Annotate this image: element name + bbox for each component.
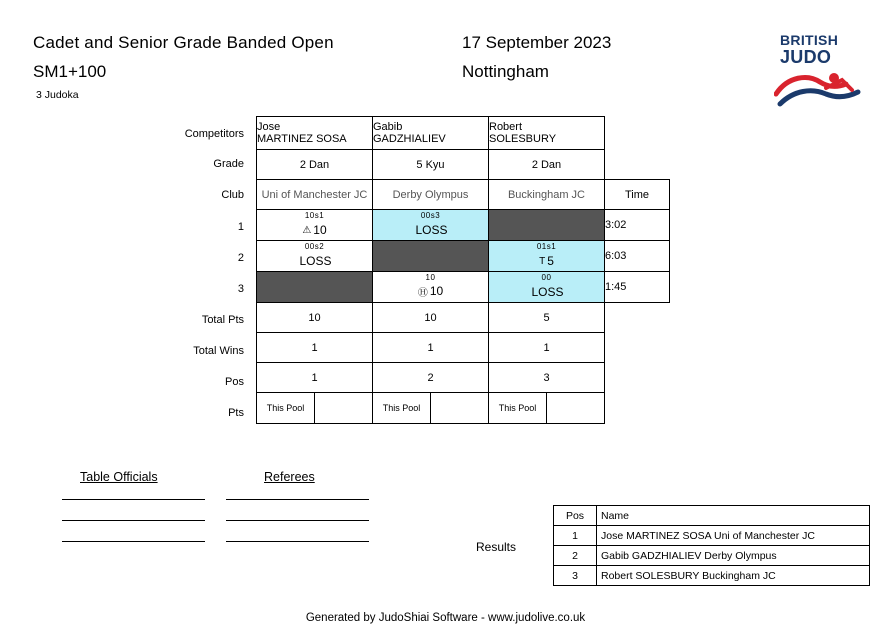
pool-row-labels: [120, 116, 250, 436]
total-wins-1: 1: [257, 333, 373, 363]
row-competitors: [257, 117, 670, 150]
total-pts-2: 10: [373, 303, 489, 333]
pts-pool-label-3: This Pool: [489, 393, 547, 423]
match-cell-2-1[interactable]: [257, 241, 373, 272]
spacer-cell-competitors: [605, 117, 670, 150]
match-row-3: [257, 272, 670, 303]
label-club: Club: [221, 189, 244, 201]
label-pts: Pts: [228, 407, 244, 419]
pts-pool-label-1: This Pool: [257, 393, 315, 423]
pos-1: 1: [257, 363, 373, 393]
match-score-1-2: LOSS: [415, 223, 448, 237]
pts-cell-3: [489, 393, 605, 424]
club-cell-1: Uni of Manchester JC: [257, 180, 373, 210]
pool-table: [256, 116, 670, 424]
table-officials-line-2: [62, 520, 205, 521]
match-score-code-3-2: 10: [425, 273, 436, 282]
table-row: [554, 546, 870, 566]
spacer-cell-total-wins: [605, 333, 670, 363]
event-date: 17 September 2023: [462, 33, 612, 52]
match-time-1: 3:02: [605, 210, 670, 241]
competitor-last-name-1: MARTINEZ SOSA: [257, 133, 347, 145]
british-judo-logo: [770, 28, 865, 113]
spacer-cell-pos: [605, 363, 670, 393]
pts-cell-1: [257, 393, 373, 424]
hansokumake-icon-3-2: Ⓗ: [417, 288, 428, 299]
results-header-name: Name: [597, 506, 870, 526]
row-total-pts: [257, 303, 670, 333]
match-time-3: 1:45: [605, 272, 670, 303]
label-pos: Pos: [225, 376, 244, 388]
match-score-3-3: LOSS: [531, 285, 564, 299]
label-total-wins: Total Wins: [193, 345, 244, 357]
table-officials-label: Table Officials: [80, 470, 158, 484]
pos-3: 3: [489, 363, 605, 393]
results-pos-2: 2: [554, 546, 597, 566]
logo-text-british: BRITISH: [780, 32, 839, 48]
pos-2: 2: [373, 363, 489, 393]
results-header-pos: Pos: [554, 506, 597, 526]
club-cell-2: Derby Olympus: [373, 180, 489, 210]
match-score-code-2-1: 00s2: [304, 242, 325, 251]
results-name-3: Robert SOLESBURY Buckingham JC: [597, 566, 870, 586]
row-club: [257, 180, 670, 210]
match-result-3-3: [489, 285, 604, 299]
match-score-code-1-1: 10s1: [304, 211, 325, 220]
spacer-cell-pts: [605, 393, 670, 424]
match-score-2-1: LOSS: [299, 254, 332, 268]
results-header-row: [554, 506, 870, 526]
match-result-1-1: [257, 223, 372, 237]
match-cell-3-2[interactable]: [373, 272, 489, 303]
match-result-2-1: [257, 254, 372, 268]
row-total-wins: [257, 333, 670, 363]
time-column-header: Time: [605, 180, 670, 210]
competitor-first-name-3: Robert: [489, 121, 523, 133]
competitor-cell-2: [373, 117, 489, 150]
match-score-2-3: 5: [547, 254, 554, 268]
pts-value-2: [431, 393, 488, 423]
match-cell-2-3[interactable]: [489, 241, 605, 272]
label-competitors: Competitors: [184, 128, 244, 140]
label-round-1: 1: [237, 221, 244, 233]
match-score-1-1: 10: [313, 223, 327, 237]
club-cell-3: Buckingham JC: [489, 180, 605, 210]
match-result-1-2: [373, 223, 488, 237]
match-result-3-2: [373, 284, 488, 299]
pts-pool-label-2: This Pool: [373, 393, 431, 423]
label-total-pts: Total Pts: [201, 314, 244, 326]
referees-label: Referees: [264, 470, 315, 484]
penalty-icon-1-1: ⚠: [302, 225, 312, 237]
match-score-code-2-3: 01s1: [536, 242, 557, 251]
page-title: Cadet and Senior Grade Banded Open: [33, 33, 334, 52]
grade-cell-2: 5 Kyu: [373, 150, 489, 180]
total-wins-2: 1: [373, 333, 489, 363]
logo-text-judo: JUDO: [780, 47, 832, 67]
competitor-last-name-2: GADZHIALIEV: [373, 133, 446, 145]
results-table: [553, 505, 870, 586]
competitor-first-name-2: Gabib: [373, 121, 403, 133]
match-score-3-2: 10: [429, 283, 444, 298]
results-label: Results: [476, 540, 517, 554]
match-cell-1-3: [489, 210, 605, 241]
match-row-1: [257, 210, 670, 241]
table-officials-line-3: [62, 541, 205, 542]
match-score-code-3-3: 00: [541, 273, 552, 282]
logo-figure-icon: [774, 68, 862, 110]
label-grade: Grade: [213, 158, 244, 170]
total-pts-1: 10: [257, 303, 373, 333]
pts-value-1: [315, 393, 372, 423]
label-round-3: 3: [237, 283, 244, 295]
pts-cell-2: [373, 393, 489, 424]
judoka-count: 3 Judoka: [36, 89, 79, 101]
event-location: Nottingham: [462, 62, 549, 81]
match-cell-3-3[interactable]: [489, 272, 605, 303]
match-cell-1-1[interactable]: [257, 210, 373, 241]
row-pts: [257, 393, 670, 424]
match-result-2-3: [489, 254, 604, 268]
match-cell-1-2[interactable]: [373, 210, 489, 241]
competitor-first-name-1: Jose: [257, 121, 281, 133]
match-cell-2-2: [373, 241, 489, 272]
table-row: [554, 566, 870, 586]
table-row: [554, 526, 870, 546]
spacer-cell-grade: [605, 150, 670, 180]
row-pos: [257, 363, 670, 393]
pts-value-3: [547, 393, 604, 423]
total-pts-3: 5: [489, 303, 605, 333]
results-name-2: Gabib GADZHIALIEV Derby Olympus: [597, 546, 870, 566]
competitor-last-name-3: SOLESBURY: [489, 133, 557, 145]
referees-line-1: [226, 499, 369, 500]
category-title: SM1+100: [33, 62, 107, 81]
row-grade: [257, 150, 670, 180]
grade-cell-3: 2 Dan: [489, 150, 605, 180]
match-row-2: [257, 241, 670, 272]
spacer-cell-total-pts: [605, 303, 670, 333]
match-cell-3-1: [257, 272, 373, 303]
referees-line-3: [226, 541, 369, 542]
footer-text: Generated by JudoShiai Software - www.judolive.co.uk: [305, 612, 586, 624]
competitor-cell-1: [257, 117, 373, 150]
match-score-code-1-2: 00s3: [420, 211, 441, 220]
match-time-2: 6:03: [605, 241, 670, 272]
results-name-1: Jose MARTINEZ SOSA Uni of Manchester JC: [597, 526, 870, 546]
grade-cell-1: 2 Dan: [257, 150, 373, 180]
label-round-2: 2: [237, 252, 244, 264]
competitor-cell-3: [489, 117, 605, 150]
mark-icon-2-3: T: [539, 256, 546, 268]
table-officials-line-1: [62, 499, 205, 500]
results-pos-3: 3: [554, 566, 597, 586]
referees-line-2: [226, 520, 369, 521]
results-pos-1: 1: [554, 526, 597, 546]
total-wins-3: 1: [489, 333, 605, 363]
